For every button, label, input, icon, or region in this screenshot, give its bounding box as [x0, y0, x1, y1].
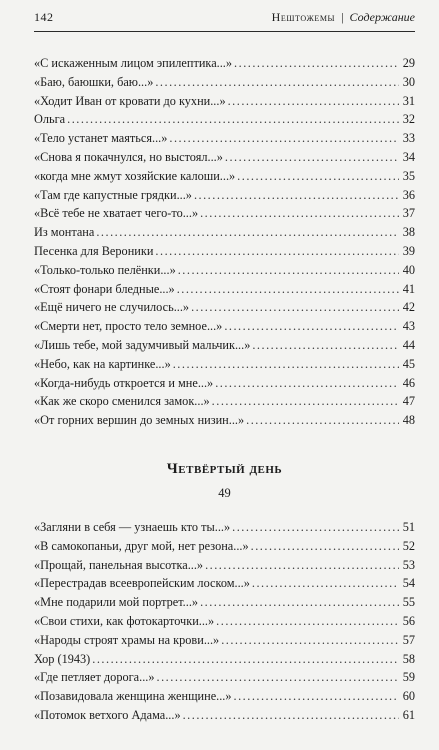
- toc-entry-title: «Небо, как на картинке...»: [34, 356, 171, 371]
- toc-entry: [34, 670, 415, 689]
- toc-entry-title: «Стоят фонари бледные...»: [34, 281, 175, 296]
- toc-entry-title: Ольга: [34, 112, 66, 127]
- toc-dot-leader: [224, 319, 399, 334]
- toc-dot-leader: [225, 150, 399, 165]
- toc-entry-page: 52: [402, 538, 415, 553]
- toc-entry: [34, 319, 415, 338]
- toc-entry-title: «Смерти нет, просто тело земное...»: [34, 319, 223, 334]
- toc-dot-leader: [67, 112, 399, 127]
- toc-entry-page: 51: [402, 520, 415, 534]
- toc-dot-leader: [205, 558, 399, 573]
- header-rule: [34, 31, 415, 32]
- toc-entry: [34, 225, 415, 244]
- toc-entry: [34, 300, 415, 319]
- toc-dot-leader: [169, 131, 399, 146]
- toc-dot-leader: [183, 708, 399, 723]
- toc-entry: [34, 539, 415, 558]
- toc-entry-page: 54: [402, 576, 415, 591]
- section-heading: Четвёртый день: [166, 461, 283, 477]
- toc-entry-page: 33: [402, 131, 415, 146]
- toc-entry-page: 45: [402, 356, 415, 371]
- toc-entry-page: 44: [402, 337, 415, 352]
- toc-entry-title: «Загляни в себя — узнаешь кто ты...»: [34, 520, 231, 534]
- toc-entry-page: 32: [402, 112, 415, 127]
- header-section-title: Содержание: [349, 10, 415, 24]
- toc-dot-leader: [234, 689, 399, 704]
- header-series-title: Нештожемы: [271, 10, 336, 24]
- toc-entry: [34, 244, 415, 263]
- toc-entry-title: «Когда-нибудь откроется и мне...»: [34, 375, 214, 390]
- toc-dot-leader: [155, 75, 399, 90]
- toc-entry-title: «Народы строят храмы на крови...»: [34, 632, 220, 647]
- toc-entry-title: «Перестрадав всеевропейским лоском...»: [34, 576, 250, 591]
- toc-entry-page: 31: [402, 93, 415, 108]
- toc-dot-leader: [191, 300, 399, 315]
- toc-entry-title: «Лишь тебе, мой задумчивый мальчик...»: [34, 337, 251, 352]
- toc-entry: [34, 131, 415, 150]
- toc-entry-page: 38: [402, 225, 415, 240]
- toc-entry-page: 53: [402, 557, 415, 572]
- toc-entry: [34, 413, 415, 432]
- toc-entry-title: «Ходит Иван от кровати до кухни...»: [34, 93, 226, 108]
- toc-entry-page: 39: [402, 243, 415, 258]
- toc-dot-leader: [234, 56, 399, 71]
- toc-entry-page: 47: [402, 394, 415, 409]
- toc-entry-title: «Прощай, панельная высотка...»: [34, 557, 204, 572]
- toc-entry-title: «когда мне жмут хозяйские калоши...»: [34, 168, 236, 183]
- toc-entry-page: 60: [402, 689, 415, 704]
- toc-entry-page: 35: [402, 168, 415, 183]
- toc-entry-title: «Тело устанет маяться...»: [34, 131, 168, 146]
- toc-entry: [34, 112, 415, 131]
- toc-entry: [34, 633, 415, 652]
- toc-entry-title: «Ещё ничего не случилось...»: [34, 300, 190, 315]
- toc-entry: [34, 263, 415, 282]
- toc-dot-leader: [212, 394, 399, 409]
- toc-entry-title: «Снова я покачнулся, но выстоял...»: [34, 149, 223, 164]
- toc-entry-page: 40: [402, 262, 415, 277]
- toc-entry-title: «Потомок ветхого Адама...»: [34, 707, 181, 722]
- toc-entry: [34, 689, 415, 708]
- toc-entry-page: 56: [402, 613, 415, 628]
- running-header: [34, 10, 415, 30]
- toc-dot-leader: [216, 614, 399, 629]
- toc-entry-title: «Мне подарили мой портрет...»: [34, 595, 199, 610]
- toc-dot-leader: [252, 576, 399, 591]
- toc-dot-leader: [96, 225, 399, 240]
- header-titles: [272, 10, 415, 25]
- toc-entry-page: 42: [402, 300, 415, 315]
- toc-entry: [34, 376, 415, 395]
- toc-entry-page: 55: [402, 595, 415, 610]
- toc-entry-title: «Всё тебе не хватает чего-то...»: [34, 206, 199, 221]
- toc-entry-page: 29: [402, 56, 415, 70]
- toc-dot-leader: [237, 169, 399, 184]
- toc-entry: [34, 394, 415, 413]
- toc-entry: [34, 75, 415, 94]
- toc-dot-leader: [200, 595, 399, 610]
- toc-entry-title: «Где петляет дорога...»: [34, 670, 155, 685]
- toc-entry-title: Из монтана: [34, 225, 95, 240]
- toc-entry-page: 58: [402, 651, 415, 666]
- toc-dot-leader: [228, 94, 399, 109]
- toc-entry-page: 59: [402, 670, 415, 685]
- toc-entry-title: «Свои стихи, как фотокарточки...»: [34, 613, 215, 628]
- toc-entry-title: «От горних вершин до земных низин...»: [34, 413, 245, 428]
- toc-entry: [34, 576, 415, 595]
- toc-dot-leader: [155, 244, 399, 259]
- toc-entry: [34, 150, 415, 169]
- toc-entry: [34, 558, 415, 577]
- header-separator: |: [341, 10, 344, 24]
- toc-entry-title: «В самокопаньи, друг мой, нет резона...»: [34, 538, 249, 553]
- toc-entry: [34, 94, 415, 113]
- toc-entry: [34, 206, 415, 225]
- toc-entry: [34, 708, 415, 727]
- section-page-number: 49: [218, 486, 231, 500]
- toc-dot-leader: [232, 520, 399, 535]
- toc-entry: [34, 595, 415, 614]
- toc-dot-leader: [178, 263, 399, 278]
- toc-entry-page: 43: [402, 319, 415, 334]
- toc-entry: [34, 520, 415, 539]
- toc-dot-leader: [177, 282, 399, 297]
- toc-entry: [34, 188, 415, 207]
- toc-entry-page: 48: [402, 413, 415, 428]
- toc-entry-title: «Только-только пелёнки...»: [34, 262, 176, 277]
- toc-entry: [34, 338, 415, 357]
- toc-entry-page: 46: [402, 375, 415, 390]
- toc-dot-leader: [251, 539, 399, 554]
- toc-dot-leader: [92, 652, 399, 667]
- toc-entry-page: 37: [402, 206, 415, 221]
- toc-entry: [34, 652, 415, 671]
- toc-dot-leader: [173, 357, 399, 372]
- toc-dot-leader: [215, 376, 399, 391]
- toc-list-lower: [34, 520, 415, 727]
- page-number: 142: [34, 10, 54, 24]
- toc-entry: [34, 357, 415, 376]
- toc-entry-page: 36: [402, 187, 415, 202]
- toc-dot-leader: [157, 670, 399, 685]
- toc-entry-title: «Там где капустные грядки...»: [34, 187, 192, 202]
- toc-entry-page: 30: [402, 74, 415, 89]
- toc-entry: [34, 169, 415, 188]
- toc-entry-page: 61: [402, 707, 415, 722]
- toc-entry: [34, 282, 415, 301]
- toc-list-upper: [34, 56, 415, 432]
- toc-dot-leader: [246, 413, 399, 428]
- toc-entry-title: «Позавидовала женщина женщине...»: [34, 689, 232, 704]
- toc-entry-page: 34: [402, 149, 415, 164]
- toc-dot-leader: [252, 338, 399, 353]
- toc-entry-title: Хор (1943): [34, 651, 91, 666]
- toc-entry-page: 57: [402, 632, 415, 647]
- toc-dot-leader: [194, 188, 399, 203]
- toc-entry-title: «Как же скоро сменился замок...»: [34, 394, 210, 409]
- toc-entry-title: «Баю, баюшки, баю...»: [34, 74, 154, 89]
- toc-entry: [34, 614, 415, 633]
- toc-entry-page: 41: [402, 281, 415, 296]
- toc-entry-title: «С искаженным лицом эпилептика...»: [34, 56, 233, 70]
- toc-entry-title: Песенка для Вероники: [34, 243, 154, 258]
- toc-dot-leader: [200, 206, 399, 221]
- toc-dot-leader: [221, 633, 399, 648]
- toc-entry: [34, 56, 415, 75]
